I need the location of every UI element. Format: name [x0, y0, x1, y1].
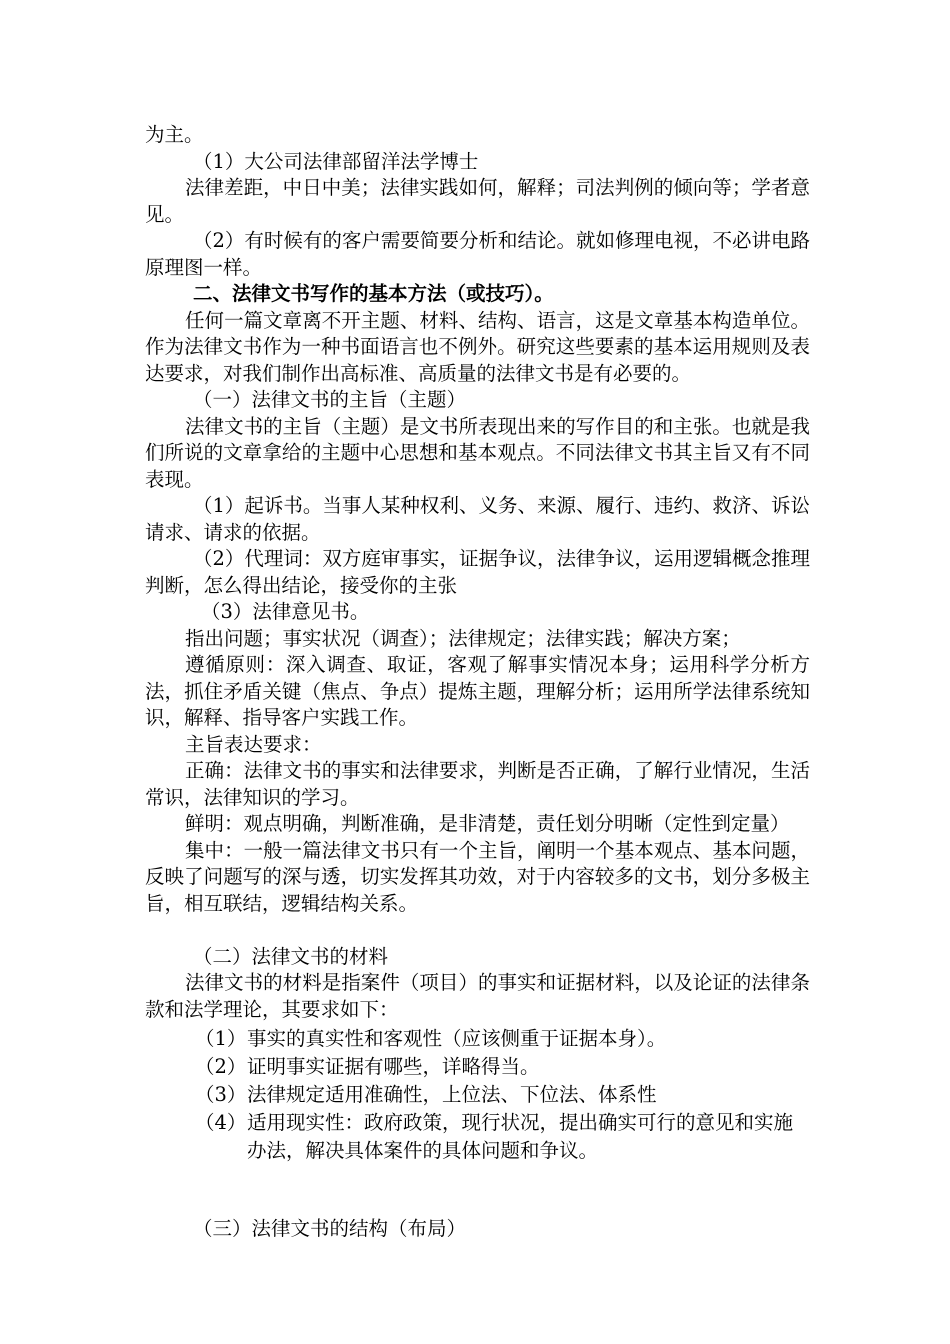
list-number: （2） — [195, 1055, 247, 1078]
subsection-heading: （三）法律文书的结构（布局） — [193, 1217, 467, 1240]
paragraph: 鲜明：观点明确，判断准确，是非清楚，责任划分明晰（定性到定量） — [185, 812, 790, 835]
list-text: 法律规定适用准确性，上位法、下位法、体系性 — [247, 1083, 657, 1106]
subsection-heading: （一）法律文书的主旨（主题） — [193, 388, 467, 411]
paragraph: （3）法律意见书。 — [201, 600, 370, 623]
subsection-heading: （二）法律文书的材料 — [193, 944, 389, 968]
blank-line — [145, 917, 810, 944]
paragraph: 集中：一般一篇法律文书只有一个主旨，阐明一个基本观点、基本问题，反映了问题写的深与透，切实发挥其功效，对于内容较多的文书，划分多极主旨，相互联结，逻辑结构关系。 — [145, 838, 810, 915]
paragraph: 法律差距，中日中美；法律实践如何，解释；司法判例的倾向等；学者意见。 — [145, 176, 810, 226]
paragraph: 正确：法律文书的事实和法律要求，判断是否正确，了解行业情况，生活常识，法律知识的学习。 — [145, 759, 810, 809]
list-text: 适用现实性：政府政策，现行状况，提出确实可行的意见和实施办法，解决具体案件的具体问题和争议。 — [247, 1111, 794, 1162]
list-number: （3） — [195, 1083, 247, 1106]
paragraph: 主旨表达要求： — [185, 732, 322, 756]
paragraph: （1）起诉书。当事人某种权利、义务、来源、履行、违约、救济、诉讼请求、请求的依据。 — [145, 494, 810, 544]
paragraph: 指出问题；事实状况（调查）；法律规定；法律实践；解决方案； — [185, 626, 741, 650]
list-item — [145, 1051, 810, 1079]
paragraph: 遵循原则：深入调查、取证，客观了解事实情况本身；运用科学分析方法，抓住矛盾关键（焦点、争点）提炼主题，理解分析；运用所学法律系统知识，解释、指导客户实践工作。 — [145, 653, 810, 729]
paragraph: 为主。 — [145, 123, 204, 146]
blank-line — [145, 1163, 810, 1216]
list-item — [145, 1107, 810, 1163]
paragraph: 任何一篇文章离不开主题、材料、结构、语言，这是文章基本构造单位。作为法律文书作为一种书面语言也不例外。研究这些要素的基本运用规则及表达要求，对我们制作出高标准、高质量的法律文书是有必要的。 — [145, 308, 810, 385]
paragraph: （1）大公司法律部留洋法学博士 — [193, 149, 479, 173]
paragraph: （2）有时候有的客户需要简要分析和结论。就如修理电视，不必讲电路原理图一样。 — [145, 229, 810, 279]
document-body — [145, 122, 810, 1243]
list-item — [145, 1023, 810, 1051]
list-text: 证明事实证据有哪些，详略得当。 — [247, 1055, 540, 1078]
section-heading: 二、法律文书写作的基本方法（或技巧）。 — [193, 282, 554, 305]
paragraph: 法律文书的材料是指案件（项目）的事实和证据材料，以及论证的法律条款和法学理论，其要求如下： — [145, 971, 810, 1021]
paragraph: 法律文书的主旨（主题）是文书所表现出来的写作目的和主张。也就是我们所说的文章拿给的主题中心思想和基本观点。不同法律文书其主旨又有不同表现。 — [145, 414, 810, 491]
list-number: （1） — [195, 1027, 247, 1050]
list-item — [145, 1079, 810, 1107]
list-number: （4） — [195, 1111, 247, 1134]
paragraph: （2）代理词：双方庭审事实，证据争议，法律争议，运用逻辑概念推理判断，怎么得出结论，接受你的主张 — [145, 547, 810, 597]
list-text: 事实的真实性和客观性（应该侧重于证据本身）。 — [247, 1027, 667, 1050]
